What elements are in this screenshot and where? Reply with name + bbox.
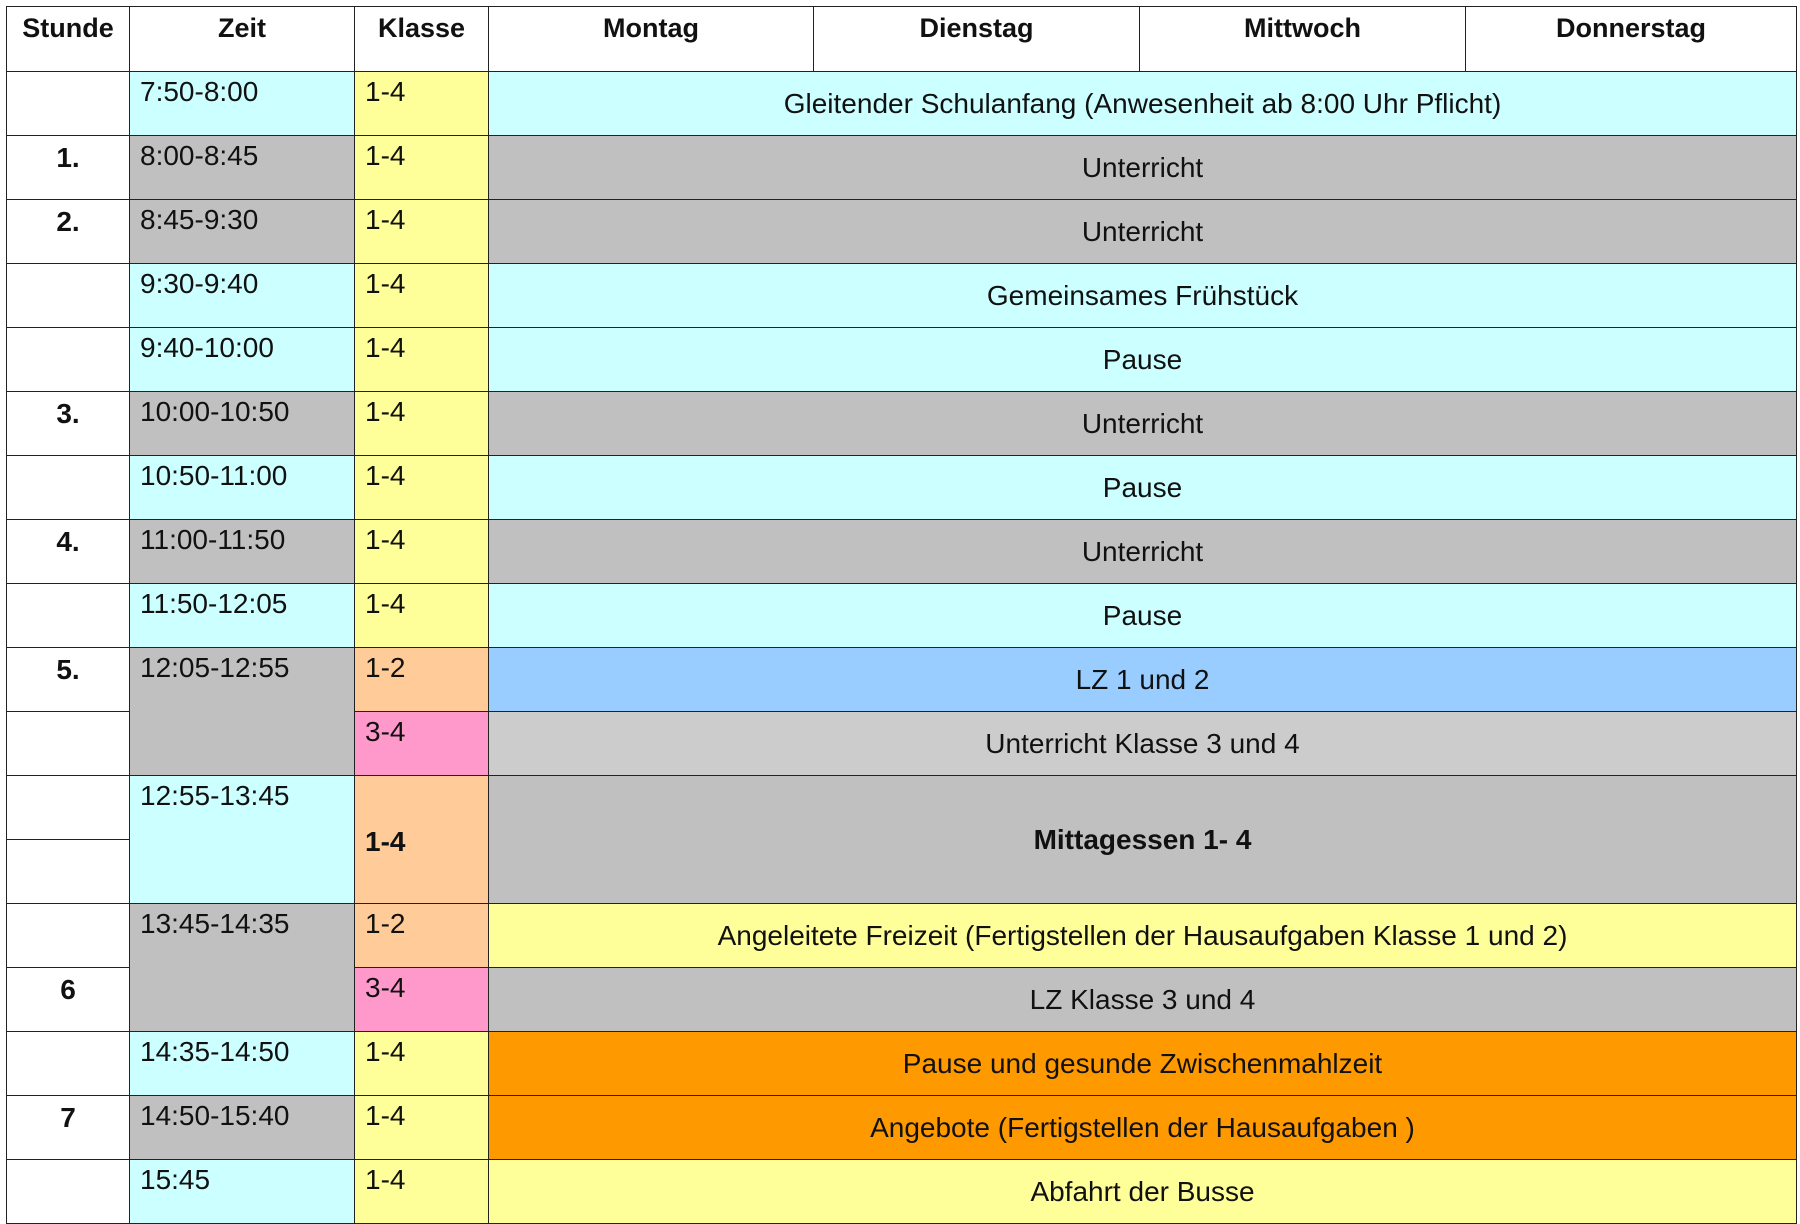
zeit-cell: 9:30-9:40 — [130, 264, 355, 328]
table-row — [7, 1032, 1797, 1096]
stunde-cell — [7, 1160, 130, 1224]
klasse-cell: 1-4 — [355, 1096, 489, 1160]
header-klasse: Klasse — [355, 7, 489, 72]
klasse-cell: 1-4 — [355, 1032, 489, 1096]
zeit-cell: 15:45 — [130, 1160, 355, 1224]
klasse-cell: 1-4 — [355, 72, 489, 136]
activity-cell: Unterricht Klasse 3 und 4 — [489, 712, 1797, 776]
stunde-cell: 5. — [7, 648, 130, 712]
zeit-cell: 12:55-13:45 — [130, 776, 355, 904]
header-dienstag: Dienstag — [814, 7, 1140, 72]
activity-cell: Unterricht — [489, 520, 1797, 584]
stunde-cell — [7, 584, 130, 648]
activity-cell: Gemeinsames Frühstück — [489, 264, 1797, 328]
activity-cell: Unterricht — [489, 392, 1797, 456]
table-row — [7, 648, 1797, 712]
table-row — [7, 584, 1797, 648]
klasse-cell: 1-4 — [355, 200, 489, 264]
zeit-cell: 11:00-11:50 — [130, 520, 355, 584]
stunde-cell — [7, 328, 130, 392]
zeit-cell: 14:35-14:50 — [130, 1032, 355, 1096]
klasse-cell: 1-4 — [355, 456, 489, 520]
klasse-cell: 3-4 — [355, 968, 489, 1032]
table-row — [7, 392, 1797, 456]
header-mittwoch: Mittwoch — [1140, 7, 1466, 72]
activity-cell: Mittagessen 1- 4 — [489, 776, 1797, 904]
stunde-cell: 2. — [7, 200, 130, 264]
table-row — [7, 456, 1797, 520]
stunde-cell: 4. — [7, 520, 130, 584]
activity-cell: Pause — [489, 328, 1797, 392]
klasse-cell: 1-4 — [355, 136, 489, 200]
table-row — [7, 520, 1797, 584]
stunde-cell — [7, 840, 130, 904]
activity-cell: Abfahrt der Busse — [489, 1160, 1797, 1224]
header-montag: Montag — [489, 7, 814, 72]
activity-cell: Pause — [489, 456, 1797, 520]
klasse-cell: 1-2 — [355, 648, 489, 712]
klasse-cell: 1-2 — [355, 904, 489, 968]
header-stunde: Stunde — [7, 7, 130, 72]
table-row — [7, 1096, 1797, 1160]
zeit-cell: 8:00-8:45 — [130, 136, 355, 200]
activity-cell: Pause und gesunde Zwischenmahlzeit — [489, 1032, 1797, 1096]
stunde-cell — [7, 712, 130, 776]
header-donnerstag: Donnerstag — [1466, 7, 1797, 72]
klasse-cell: 1-4 — [355, 264, 489, 328]
table-row — [7, 1160, 1797, 1224]
zeit-cell: 13:45-14:35 — [130, 904, 355, 1032]
table-row — [7, 72, 1797, 136]
stunde-cell — [7, 904, 130, 968]
zeit-cell: 7:50-8:00 — [130, 72, 355, 136]
stunde-cell — [7, 264, 130, 328]
klasse-cell: 1-4 — [355, 392, 489, 456]
timetable — [6, 6, 1797, 1224]
klasse-cell: 1-4 — [355, 520, 489, 584]
stunde-cell: 7 — [7, 1096, 130, 1160]
zeit-cell: 9:40-10:00 — [130, 328, 355, 392]
zeit-cell: 10:00-10:50 — [130, 392, 355, 456]
zeit-cell: 14:50-15:40 — [130, 1096, 355, 1160]
activity-cell: LZ 1 und 2 — [489, 648, 1797, 712]
stunde-cell — [7, 456, 130, 520]
activity-cell: Unterricht — [489, 136, 1797, 200]
zeit-cell: 12:05-12:55 — [130, 648, 355, 776]
table-row — [7, 328, 1797, 392]
activity-cell: Gleitender Schulanfang (Anwesenheit ab 8:00 Uhr Pflicht) — [489, 72, 1797, 136]
activity-cell: LZ Klasse 3 und 4 — [489, 968, 1797, 1032]
stunde-cell — [7, 1032, 130, 1096]
activity-cell: Unterricht — [489, 200, 1797, 264]
header-row — [7, 7, 1797, 72]
table-row — [7, 904, 1797, 968]
stunde-cell: 6 — [7, 968, 130, 1032]
table-row — [7, 776, 1797, 840]
activity-cell: Pause — [489, 584, 1797, 648]
table-row — [7, 264, 1797, 328]
klasse-cell: 3-4 — [355, 712, 489, 776]
klasse-cell: 1-4 — [355, 328, 489, 392]
table-row — [7, 200, 1797, 264]
zeit-cell: 10:50-11:00 — [130, 456, 355, 520]
klasse-cell: 1-4 — [355, 776, 489, 904]
activity-cell: Angeleitete Freizeit (Fertigstellen der Hausaufgaben Klasse 1 und 2) — [489, 904, 1797, 968]
stunde-cell — [7, 776, 130, 840]
stunde-cell — [7, 72, 130, 136]
stunde-cell: 3. — [7, 392, 130, 456]
zeit-cell: 11:50-12:05 — [130, 584, 355, 648]
table-row — [7, 136, 1797, 200]
klasse-cell: 1-4 — [355, 584, 489, 648]
header-zeit: Zeit — [130, 7, 355, 72]
stunde-cell: 1. — [7, 136, 130, 200]
klasse-cell: 1-4 — [355, 1160, 489, 1224]
activity-cell: Angebote (Fertigstellen der Hausaufgaben ) — [489, 1096, 1797, 1160]
zeit-cell: 8:45-9:30 — [130, 200, 355, 264]
